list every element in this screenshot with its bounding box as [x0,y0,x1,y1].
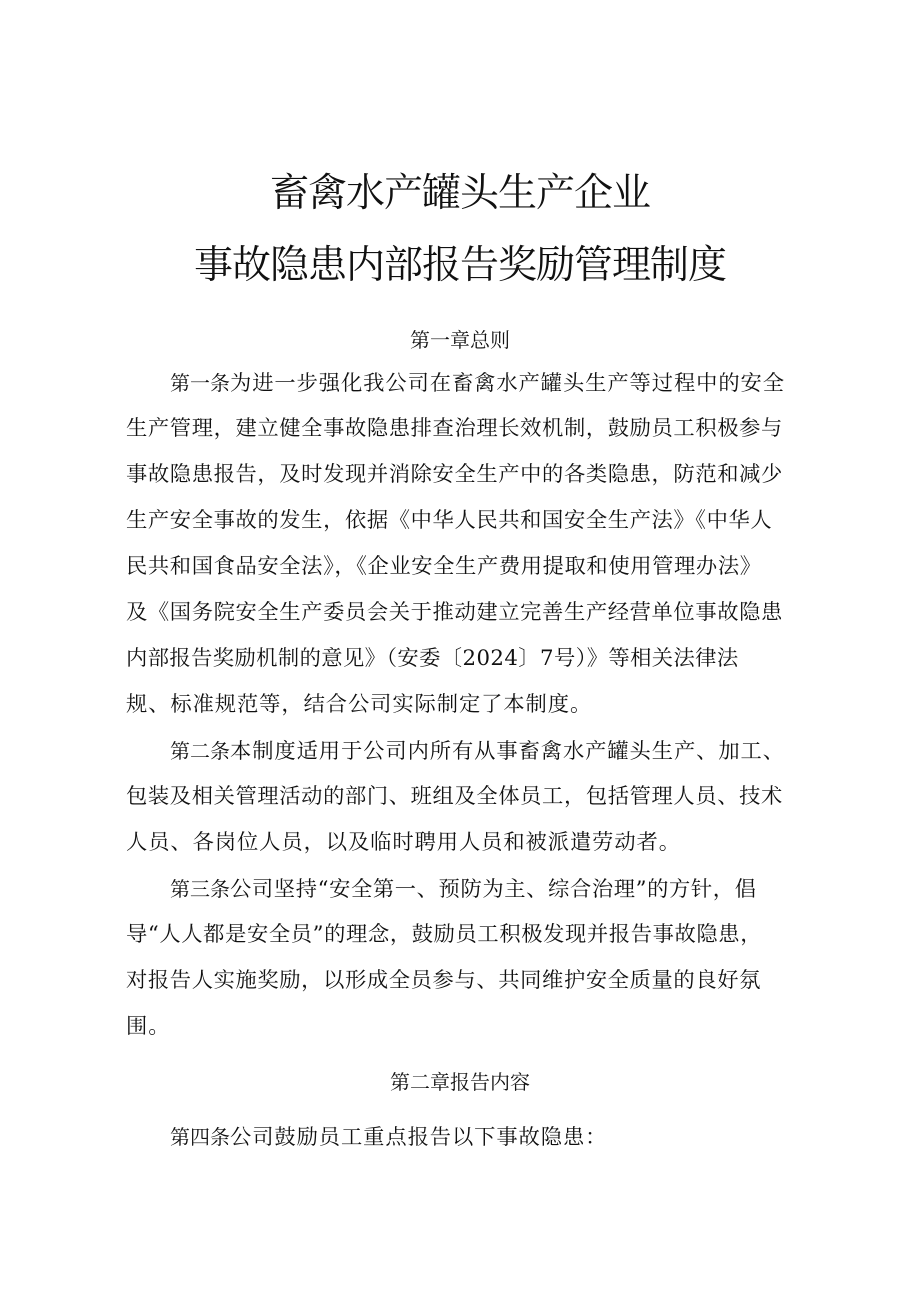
chapter-2-heading: 第二章报告内容 [390,1070,530,1094]
article-1-line-7: 内部报告奖励机制的意见》（安委〔2024〕7号）》等相关法律法 [126,646,739,671]
document-title-line-2: 事故隐患内部报告奖励管理制度 [193,243,726,288]
article-4-line-1 [170,1122,607,1153]
article-1-line-2: 生产管理，建立健全事故隐患排查治理长效机制，鼓励员工积极参与 [126,416,783,441]
article-1-line-5: 民共和国食品安全法》，《企业安全生产费用提取和使用管理办法》 [126,554,762,579]
chapter-1-heading: 第一章总则 [410,328,510,352]
article-3-line-4: 围。 [126,1014,171,1039]
article-3-line-2: 导“人人都是安全员”的理念，鼓励员工积极发现并报告事故隐患， [126,922,763,947]
article-3-line-3: 对报告人实施奖励，以形成全员参与、共同维护安全质量的良好氛 [126,968,762,993]
article-1-text-1: 为进一步强化我公司在畜禽水产罐头生产等过程中的安全 [230,371,785,396]
article-3-label: 第三条 [170,877,230,901]
article-4-label: 第四条 [170,1125,230,1149]
article-1-label: 第一条 [170,371,230,395]
article-1-line-1 [170,368,785,399]
article-3-text-1: 公司坚持“安全第一、预防为主、综合治理”的方针，倡 [230,877,757,902]
article-1-line-4: 生产安全事故的发生，依据《中华人民共和国安全生产法》《中华人 [126,508,773,533]
article-4-text-1: 公司鼓励员工重点报告以下事故隐患： [230,1125,608,1150]
article-2-line-3: 人员、各岗位人员，以及临时聘用人员和被派遣劳动者。 [126,830,681,855]
article-3-line-1 [170,874,757,905]
article-2-line-2: 包装及相关管理活动的部门、班组及全体员工，包括管理人员、技术 [126,784,783,809]
article-1-line-3: 事故隐患报告，及时发现并消除安全生产中的各类隐患，防范和减少 [126,462,783,487]
article-2-text-1: 本制度适用于公司内所有从事畜禽水产罐头生产、加工、 [230,739,785,764]
article-1-line-8: 规、标准规范等，结合公司实际制定了本制度。 [126,692,593,717]
article-2-line-1 [170,736,785,767]
document-title-line-1: 畜禽水产罐头生产企业 [269,171,650,216]
article-2-label: 第二条 [170,739,230,763]
article-1-line-6: 及《国务院安全生产委员会关于推动建立完善生产经营单位事故隐患 [126,600,783,625]
